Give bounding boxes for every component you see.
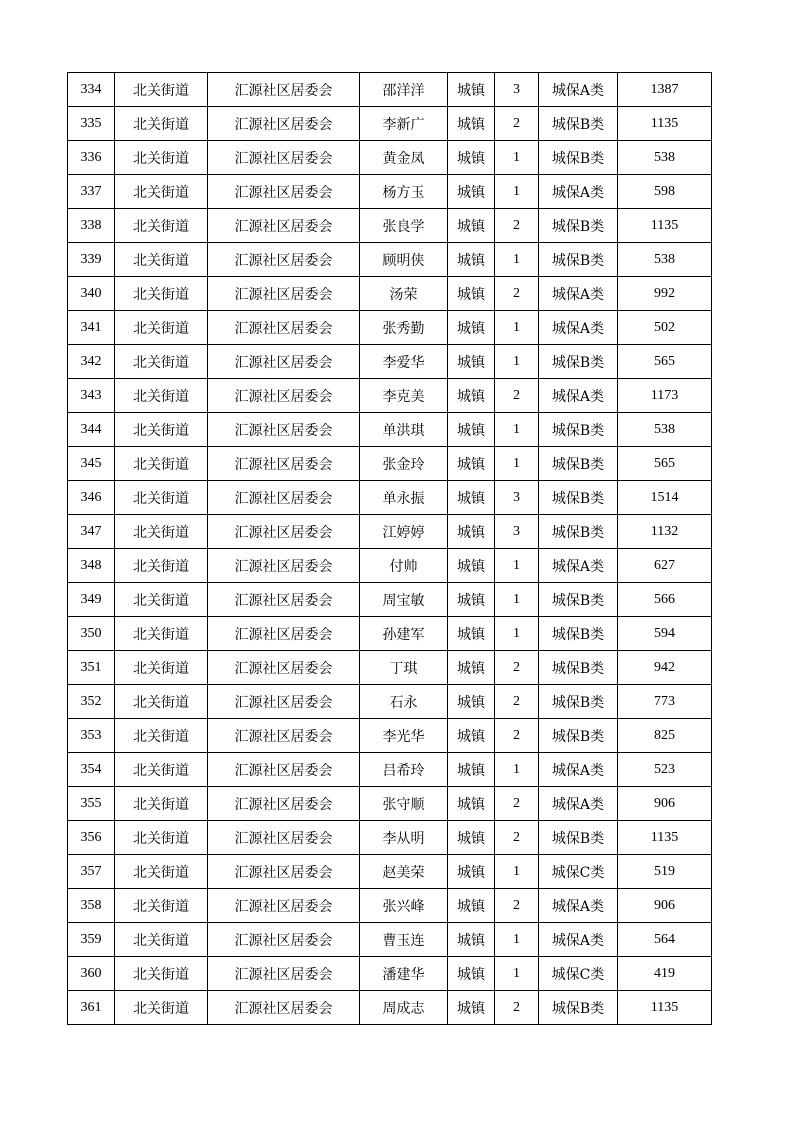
category-cell: 城保B类 [539, 481, 618, 515]
area-type-cell: 城镇 [448, 787, 495, 821]
street-cell: 北关街道 [115, 617, 208, 651]
household-count-cell: 1 [495, 753, 539, 787]
committee-cell: 汇源社区居委会 [208, 141, 360, 175]
street-cell: 北关街道 [115, 311, 208, 345]
table-body [68, 73, 712, 1025]
serial-number-cell: 340 [68, 277, 115, 311]
committee-cell: 汇源社区居委会 [208, 583, 360, 617]
amount-cell: 773 [618, 685, 712, 719]
committee-cell: 汇源社区居委会 [208, 447, 360, 481]
committee-cell: 汇源社区居委会 [208, 651, 360, 685]
area-type-cell: 城镇 [448, 855, 495, 889]
committee-cell: 汇源社区居委会 [208, 787, 360, 821]
person-name-cell: 杨方玉 [360, 175, 448, 209]
category-cell: 城保B类 [539, 583, 618, 617]
category-cell: 城保B类 [539, 209, 618, 243]
area-type-cell: 城镇 [448, 685, 495, 719]
serial-number-cell: 336 [68, 141, 115, 175]
amount-cell: 565 [618, 345, 712, 379]
category-cell: 城保B类 [539, 447, 618, 481]
committee-cell: 汇源社区居委会 [208, 855, 360, 889]
person-name-cell: 潘建华 [360, 957, 448, 991]
table-row [68, 787, 712, 821]
household-count-cell: 1 [495, 311, 539, 345]
amount-cell: 1135 [618, 821, 712, 855]
serial-number-cell: 357 [68, 855, 115, 889]
table-row [68, 209, 712, 243]
committee-cell: 汇源社区居委会 [208, 617, 360, 651]
serial-number-cell: 343 [68, 379, 115, 413]
category-cell: 城保B类 [539, 413, 618, 447]
person-name-cell: 张秀勤 [360, 311, 448, 345]
committee-cell: 汇源社区居委会 [208, 277, 360, 311]
amount-cell: 825 [618, 719, 712, 753]
table-row [68, 855, 712, 889]
committee-cell: 汇源社区居委会 [208, 515, 360, 549]
category-cell: 城保B类 [539, 141, 618, 175]
amount-cell: 992 [618, 277, 712, 311]
table-row [68, 175, 712, 209]
person-name-cell: 顾明侠 [360, 243, 448, 277]
household-count-cell: 2 [495, 651, 539, 685]
person-name-cell: 张良学 [360, 209, 448, 243]
table-row [68, 821, 712, 855]
person-name-cell: 孙建军 [360, 617, 448, 651]
area-type-cell: 城镇 [448, 991, 495, 1025]
street-cell: 北关街道 [115, 685, 208, 719]
serial-number-cell: 360 [68, 957, 115, 991]
household-count-cell: 2 [495, 209, 539, 243]
table-row [68, 379, 712, 413]
area-type-cell: 城镇 [448, 209, 495, 243]
category-cell: 城保B类 [539, 617, 618, 651]
category-cell: 城保B类 [539, 821, 618, 855]
amount-cell: 566 [618, 583, 712, 617]
serial-number-cell: 342 [68, 345, 115, 379]
table-row [68, 481, 712, 515]
street-cell: 北关街道 [115, 209, 208, 243]
household-count-cell: 2 [495, 685, 539, 719]
category-cell: 城保A类 [539, 889, 618, 923]
street-cell: 北关街道 [115, 889, 208, 923]
table-row [68, 583, 712, 617]
category-cell: 城保A类 [539, 923, 618, 957]
serial-number-cell: 361 [68, 991, 115, 1025]
amount-cell: 419 [618, 957, 712, 991]
amount-cell: 906 [618, 889, 712, 923]
amount-cell: 942 [618, 651, 712, 685]
street-cell: 北关街道 [115, 243, 208, 277]
table-row [68, 685, 712, 719]
person-name-cell: 张守顺 [360, 787, 448, 821]
area-type-cell: 城镇 [448, 311, 495, 345]
amount-cell: 1132 [618, 515, 712, 549]
serial-number-cell: 359 [68, 923, 115, 957]
household-count-cell: 2 [495, 277, 539, 311]
category-cell: 城保C类 [539, 957, 618, 991]
household-count-cell: 2 [495, 991, 539, 1025]
household-count-cell: 1 [495, 923, 539, 957]
serial-number-cell: 353 [68, 719, 115, 753]
table-row [68, 107, 712, 141]
amount-cell: 565 [618, 447, 712, 481]
serial-number-cell: 351 [68, 651, 115, 685]
table-row [68, 345, 712, 379]
serial-number-cell: 348 [68, 549, 115, 583]
serial-number-cell: 345 [68, 447, 115, 481]
household-count-cell: 1 [495, 413, 539, 447]
area-type-cell: 城镇 [448, 481, 495, 515]
category-cell: 城保B类 [539, 243, 618, 277]
table-row [68, 447, 712, 481]
table-row [68, 889, 712, 923]
category-cell: 城保A类 [539, 379, 618, 413]
person-name-cell: 赵美荣 [360, 855, 448, 889]
table-row [68, 753, 712, 787]
area-type-cell: 城镇 [448, 413, 495, 447]
area-type-cell: 城镇 [448, 923, 495, 957]
serial-number-cell: 338 [68, 209, 115, 243]
category-cell: 城保A类 [539, 753, 618, 787]
household-count-cell: 1 [495, 243, 539, 277]
table-row [68, 515, 712, 549]
household-count-cell: 2 [495, 379, 539, 413]
table-row [68, 617, 712, 651]
committee-cell: 汇源社区居委会 [208, 549, 360, 583]
amount-cell: 538 [618, 141, 712, 175]
street-cell: 北关街道 [115, 141, 208, 175]
table-row [68, 651, 712, 685]
serial-number-cell: 355 [68, 787, 115, 821]
person-name-cell: 周宝敏 [360, 583, 448, 617]
committee-cell: 汇源社区居委会 [208, 957, 360, 991]
area-type-cell: 城镇 [448, 617, 495, 651]
street-cell: 北关街道 [115, 345, 208, 379]
person-name-cell: 单洪琪 [360, 413, 448, 447]
person-name-cell: 汤荣 [360, 277, 448, 311]
amount-cell: 523 [618, 753, 712, 787]
household-count-cell: 3 [495, 515, 539, 549]
street-cell: 北关街道 [115, 73, 208, 107]
category-cell: 城保B类 [539, 345, 618, 379]
serial-number-cell: 358 [68, 889, 115, 923]
committee-cell: 汇源社区居委会 [208, 175, 360, 209]
amount-cell: 1135 [618, 209, 712, 243]
committee-cell: 汇源社区居委会 [208, 209, 360, 243]
street-cell: 北关街道 [115, 379, 208, 413]
serial-number-cell: 347 [68, 515, 115, 549]
area-type-cell: 城镇 [448, 753, 495, 787]
household-count-cell: 1 [495, 345, 539, 379]
street-cell: 北关街道 [115, 787, 208, 821]
area-type-cell: 城镇 [448, 175, 495, 209]
household-count-cell: 1 [495, 175, 539, 209]
area-type-cell: 城镇 [448, 583, 495, 617]
amount-cell: 1135 [618, 107, 712, 141]
person-name-cell: 李爱华 [360, 345, 448, 379]
category-cell: 城保B类 [539, 685, 618, 719]
street-cell: 北关街道 [115, 481, 208, 515]
household-count-cell: 3 [495, 73, 539, 107]
table-row [68, 311, 712, 345]
amount-cell: 627 [618, 549, 712, 583]
serial-number-cell: 352 [68, 685, 115, 719]
area-type-cell: 城镇 [448, 719, 495, 753]
committee-cell: 汇源社区居委会 [208, 481, 360, 515]
area-type-cell: 城镇 [448, 549, 495, 583]
category-cell: 城保B类 [539, 107, 618, 141]
committee-cell: 汇源社区居委会 [208, 821, 360, 855]
area-type-cell: 城镇 [448, 379, 495, 413]
area-type-cell: 城镇 [448, 447, 495, 481]
person-name-cell: 张金玲 [360, 447, 448, 481]
area-type-cell: 城镇 [448, 651, 495, 685]
amount-cell: 1514 [618, 481, 712, 515]
table-row [68, 923, 712, 957]
category-cell: 城保B类 [539, 651, 618, 685]
table-row [68, 957, 712, 991]
table-row [68, 141, 712, 175]
person-name-cell: 丁琪 [360, 651, 448, 685]
serial-number-cell: 346 [68, 481, 115, 515]
household-count-cell: 2 [495, 107, 539, 141]
table-row [68, 719, 712, 753]
table-row [68, 549, 712, 583]
street-cell: 北关街道 [115, 991, 208, 1025]
person-name-cell: 曹玉连 [360, 923, 448, 957]
area-type-cell: 城镇 [448, 345, 495, 379]
category-cell: 城保B类 [539, 991, 618, 1025]
street-cell: 北关街道 [115, 651, 208, 685]
serial-number-cell: 337 [68, 175, 115, 209]
category-cell: 城保A类 [539, 549, 618, 583]
amount-cell: 519 [618, 855, 712, 889]
street-cell: 北关街道 [115, 821, 208, 855]
amount-cell: 538 [618, 413, 712, 447]
street-cell: 北关街道 [115, 515, 208, 549]
committee-cell: 汇源社区居委会 [208, 719, 360, 753]
category-cell: 城保A类 [539, 311, 618, 345]
household-count-cell: 2 [495, 719, 539, 753]
area-type-cell: 城镇 [448, 515, 495, 549]
area-type-cell: 城镇 [448, 141, 495, 175]
serial-number-cell: 356 [68, 821, 115, 855]
committee-cell: 汇源社区居委会 [208, 243, 360, 277]
person-name-cell: 付帅 [360, 549, 448, 583]
area-type-cell: 城镇 [448, 277, 495, 311]
committee-cell: 汇源社区居委会 [208, 991, 360, 1025]
person-name-cell: 吕希玲 [360, 753, 448, 787]
amount-cell: 594 [618, 617, 712, 651]
table-row [68, 277, 712, 311]
category-cell: 城保A类 [539, 175, 618, 209]
serial-number-cell: 334 [68, 73, 115, 107]
serial-number-cell: 341 [68, 311, 115, 345]
person-name-cell: 李克美 [360, 379, 448, 413]
category-cell: 城保C类 [539, 855, 618, 889]
street-cell: 北关街道 [115, 277, 208, 311]
table-row [68, 243, 712, 277]
person-name-cell: 江婷婷 [360, 515, 448, 549]
amount-cell: 538 [618, 243, 712, 277]
committee-cell: 汇源社区居委会 [208, 345, 360, 379]
area-type-cell: 城镇 [448, 107, 495, 141]
amount-cell: 1387 [618, 73, 712, 107]
table-row [68, 991, 712, 1025]
street-cell: 北关街道 [115, 549, 208, 583]
street-cell: 北关街道 [115, 753, 208, 787]
committee-cell: 汇源社区居委会 [208, 753, 360, 787]
household-count-cell: 1 [495, 447, 539, 481]
street-cell: 北关街道 [115, 719, 208, 753]
person-name-cell: 单永振 [360, 481, 448, 515]
amount-cell: 502 [618, 311, 712, 345]
area-type-cell: 城镇 [448, 243, 495, 277]
committee-cell: 汇源社区居委会 [208, 923, 360, 957]
amount-cell: 1135 [618, 991, 712, 1025]
household-count-cell: 1 [495, 855, 539, 889]
household-count-cell: 2 [495, 787, 539, 821]
street-cell: 北关街道 [115, 923, 208, 957]
person-name-cell: 张兴峰 [360, 889, 448, 923]
street-cell: 北关街道 [115, 855, 208, 889]
person-name-cell: 邵洋洋 [360, 73, 448, 107]
committee-cell: 汇源社区居委会 [208, 107, 360, 141]
street-cell: 北关街道 [115, 447, 208, 481]
person-name-cell: 石永 [360, 685, 448, 719]
amount-cell: 906 [618, 787, 712, 821]
committee-cell: 汇源社区居委会 [208, 311, 360, 345]
committee-cell: 汇源社区居委会 [208, 379, 360, 413]
serial-number-cell: 354 [68, 753, 115, 787]
category-cell: 城保A类 [539, 277, 618, 311]
beneficiary-table [67, 72, 712, 1025]
person-name-cell: 李新广 [360, 107, 448, 141]
street-cell: 北关街道 [115, 583, 208, 617]
committee-cell: 汇源社区居委会 [208, 73, 360, 107]
area-type-cell: 城镇 [448, 73, 495, 107]
serial-number-cell: 350 [68, 617, 115, 651]
household-count-cell: 1 [495, 549, 539, 583]
amount-cell: 598 [618, 175, 712, 209]
area-type-cell: 城镇 [448, 821, 495, 855]
committee-cell: 汇源社区居委会 [208, 889, 360, 923]
category-cell: 城保A类 [539, 787, 618, 821]
street-cell: 北关街道 [115, 957, 208, 991]
person-name-cell: 李从明 [360, 821, 448, 855]
person-name-cell: 李光华 [360, 719, 448, 753]
amount-cell: 1173 [618, 379, 712, 413]
table-row [68, 73, 712, 107]
category-cell: 城保B类 [539, 515, 618, 549]
person-name-cell: 黄金凤 [360, 141, 448, 175]
household-count-cell: 1 [495, 141, 539, 175]
category-cell: 城保A类 [539, 73, 618, 107]
household-count-cell: 2 [495, 821, 539, 855]
committee-cell: 汇源社区居委会 [208, 685, 360, 719]
person-name-cell: 周成志 [360, 991, 448, 1025]
serial-number-cell: 335 [68, 107, 115, 141]
street-cell: 北关街道 [115, 107, 208, 141]
household-count-cell: 1 [495, 583, 539, 617]
committee-cell: 汇源社区居委会 [208, 413, 360, 447]
street-cell: 北关街道 [115, 413, 208, 447]
serial-number-cell: 344 [68, 413, 115, 447]
household-count-cell: 2 [495, 889, 539, 923]
amount-cell: 564 [618, 923, 712, 957]
table-row [68, 413, 712, 447]
serial-number-cell: 339 [68, 243, 115, 277]
area-type-cell: 城镇 [448, 957, 495, 991]
street-cell: 北关街道 [115, 175, 208, 209]
household-count-cell: 1 [495, 957, 539, 991]
serial-number-cell: 349 [68, 583, 115, 617]
category-cell: 城保B类 [539, 719, 618, 753]
household-count-cell: 1 [495, 617, 539, 651]
area-type-cell: 城镇 [448, 889, 495, 923]
household-count-cell: 3 [495, 481, 539, 515]
